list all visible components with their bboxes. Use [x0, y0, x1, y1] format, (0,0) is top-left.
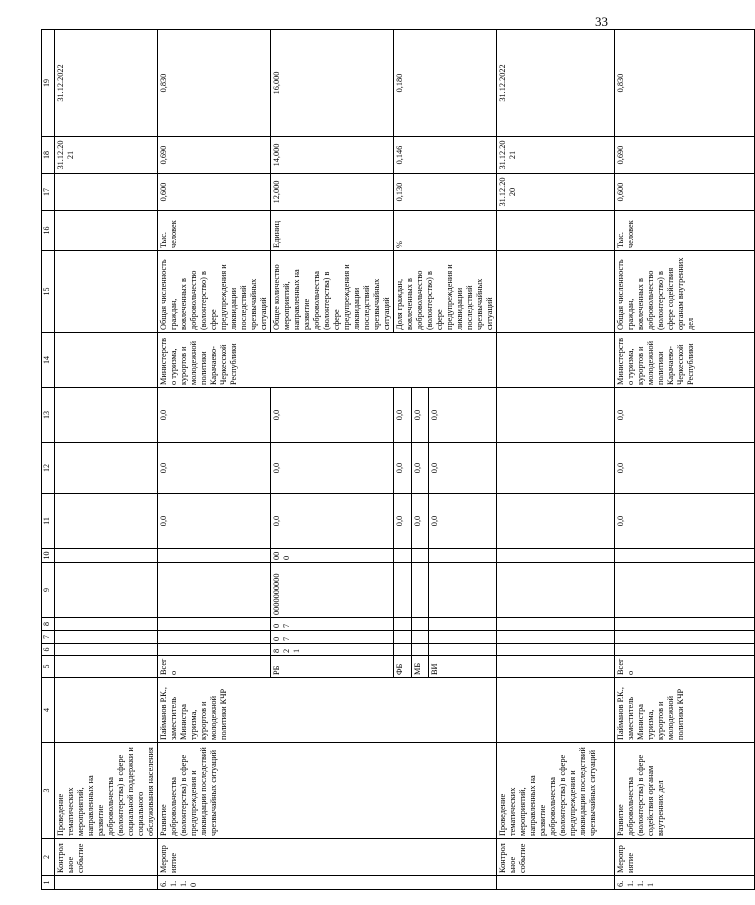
col-header: 13	[42, 388, 55, 443]
value: 0,0	[394, 443, 412, 494]
responsible: Пайманов Р.К., заместитель Министра туризма, курортов и молодежной политики КЧР	[158, 678, 497, 743]
row-type: Контрольное событие	[497, 839, 615, 876]
col-header: 14	[42, 333, 55, 388]
header-row	[42, 30, 55, 890]
row-text: Развитие добровольчества (волонтерства) в сфере содействия органам внутренних дел	[615, 743, 755, 839]
value: 0,0	[429, 443, 497, 494]
value: 0,0	[615, 443, 755, 494]
col-header: 3	[42, 743, 55, 839]
value: 0,690	[615, 137, 755, 174]
date-2021: 31.12.2021	[497, 137, 615, 174]
col-header: 1	[42, 876, 55, 890]
value: 0,690	[158, 137, 271, 174]
value: 0,830	[158, 30, 271, 137]
code: 821	[271, 644, 394, 656]
source: ВИ	[429, 656, 497, 678]
value: 0,0	[411, 443, 429, 494]
col-header: 19	[42, 30, 55, 137]
source: РБ	[271, 656, 394, 678]
date-2022: 31.12.2022	[55, 30, 158, 137]
date-2021: 31.12.2021	[55, 137, 158, 174]
value: 0,146	[394, 137, 497, 174]
executor: Министерство туризма, курортов и молодежной политики Карачаево-Черкесской Республики	[158, 333, 497, 388]
indicator-unit: Тыс. человек	[158, 211, 271, 251]
col-header: 6	[42, 644, 55, 656]
code: 000	[271, 549, 394, 563]
table-row	[158, 30, 271, 890]
col-header: 4	[42, 678, 55, 743]
table-row	[497, 30, 615, 890]
value: 0,0	[411, 388, 429, 443]
col-header: 11	[42, 494, 55, 549]
value: 0,0	[615, 494, 755, 549]
col-header: 17	[42, 174, 55, 211]
row-text: Проведение тематических мероприятий, направленных на развитие добровольчества (волонтерства) в сфере предупреждения и ликвидации последствий чрезвычайных ситуаций	[497, 743, 615, 839]
date-2020: 31.12.2020	[497, 174, 615, 211]
value: 0,600	[615, 174, 755, 211]
value: 0,0	[271, 494, 394, 549]
value: 0,600	[158, 174, 271, 211]
value: 0,0	[158, 388, 271, 443]
source: ФБ	[394, 656, 412, 678]
row-id: 6.1.1.0	[158, 876, 497, 890]
value: 0,0	[394, 388, 412, 443]
page-number: 33	[595, 14, 608, 29]
indicator-unit: Тыс. человек	[615, 211, 755, 251]
col-header: 9	[42, 563, 55, 618]
indicator-name: Доля граждан, вовлеченных в добровольчество (волонтерство) в сфере предупреждения и ликвидации последствий чрезвычайных ситуаций	[394, 251, 497, 333]
value: 0,830	[615, 30, 755, 137]
col-header: 5	[42, 656, 55, 678]
col-header: 8	[42, 618, 55, 631]
value: 0,0	[615, 388, 755, 443]
value: 0,0	[429, 388, 497, 443]
value: 0,0	[158, 494, 271, 549]
value: 16,000	[271, 30, 394, 137]
indicator-name: Общее количество мероприятий, направленных на развитие добровольчества (волонтерства) в сфере предупреждения и ликвидации последствий чрезвычайных ситуаций	[271, 251, 394, 333]
row-id: 6.1.1.1	[615, 876, 755, 890]
col-header: 16	[42, 211, 55, 251]
executor: Министерство туризма, курортов и молодежной политики Карачаево-Черкесской Республики	[615, 333, 755, 388]
indicator-name: Общая численность граждан, вовлеченных в добровольчество (волонтерство) в сфере содействия органам внутренних дел	[615, 251, 755, 333]
row-type: Мероприятие	[615, 839, 755, 876]
value: 0,130	[394, 174, 497, 211]
rotated-table-container	[41, 30, 695, 890]
value: 0,0	[429, 494, 497, 549]
col-header: 10	[42, 549, 55, 563]
date-2022: 31.12.2022	[497, 30, 615, 137]
source: МБ	[411, 656, 429, 678]
value: 0,0	[271, 388, 394, 443]
indicator-unit: Единиц	[271, 211, 394, 251]
code: 07	[271, 618, 394, 631]
table-row	[615, 30, 755, 890]
value: 0,0	[411, 494, 429, 549]
col-header: 12	[42, 443, 55, 494]
program-table	[41, 29, 755, 890]
row-text: Проведение тематических мероприятий, направленных на развитие добровольчества (волонтерства) в сфере социальной поддержки и социального обслуживания населения	[55, 743, 158, 839]
value: 12,000	[271, 174, 394, 211]
row-type: Мероприятие	[158, 839, 497, 876]
table-row	[55, 30, 158, 890]
value: 0,0	[158, 443, 271, 494]
col-header: 18	[42, 137, 55, 174]
indicator-unit: %	[394, 211, 497, 251]
code: 07	[271, 631, 394, 644]
col-header: 7	[42, 631, 55, 644]
source: Всего	[615, 656, 755, 678]
col-header: 15	[42, 251, 55, 333]
indicator-name: Общая численность граждан, вовлеченных в добровольчество (волонтерство) в сфере предупреждения и ликвидации последствий чрезвычайных ситуаций	[158, 251, 271, 333]
value: 0,180	[394, 30, 497, 137]
value: 0,0	[394, 494, 412, 549]
row-text: Развитие добровольчества (волонтерства) в сфере предупреждения и ликвидации последствий чрезвычайных ситуаций	[158, 743, 497, 839]
code: 0000000000	[271, 563, 394, 618]
source: Всего	[158, 656, 271, 678]
col-header: 2	[42, 839, 55, 876]
value: 14,000	[271, 137, 394, 174]
value: 0,0	[271, 443, 394, 494]
row-type: Контрольное событие	[55, 839, 158, 876]
responsible: Пайманов Р.К., заместитель Министра туризма, курортов и молодежной политики КЧР	[615, 678, 755, 743]
